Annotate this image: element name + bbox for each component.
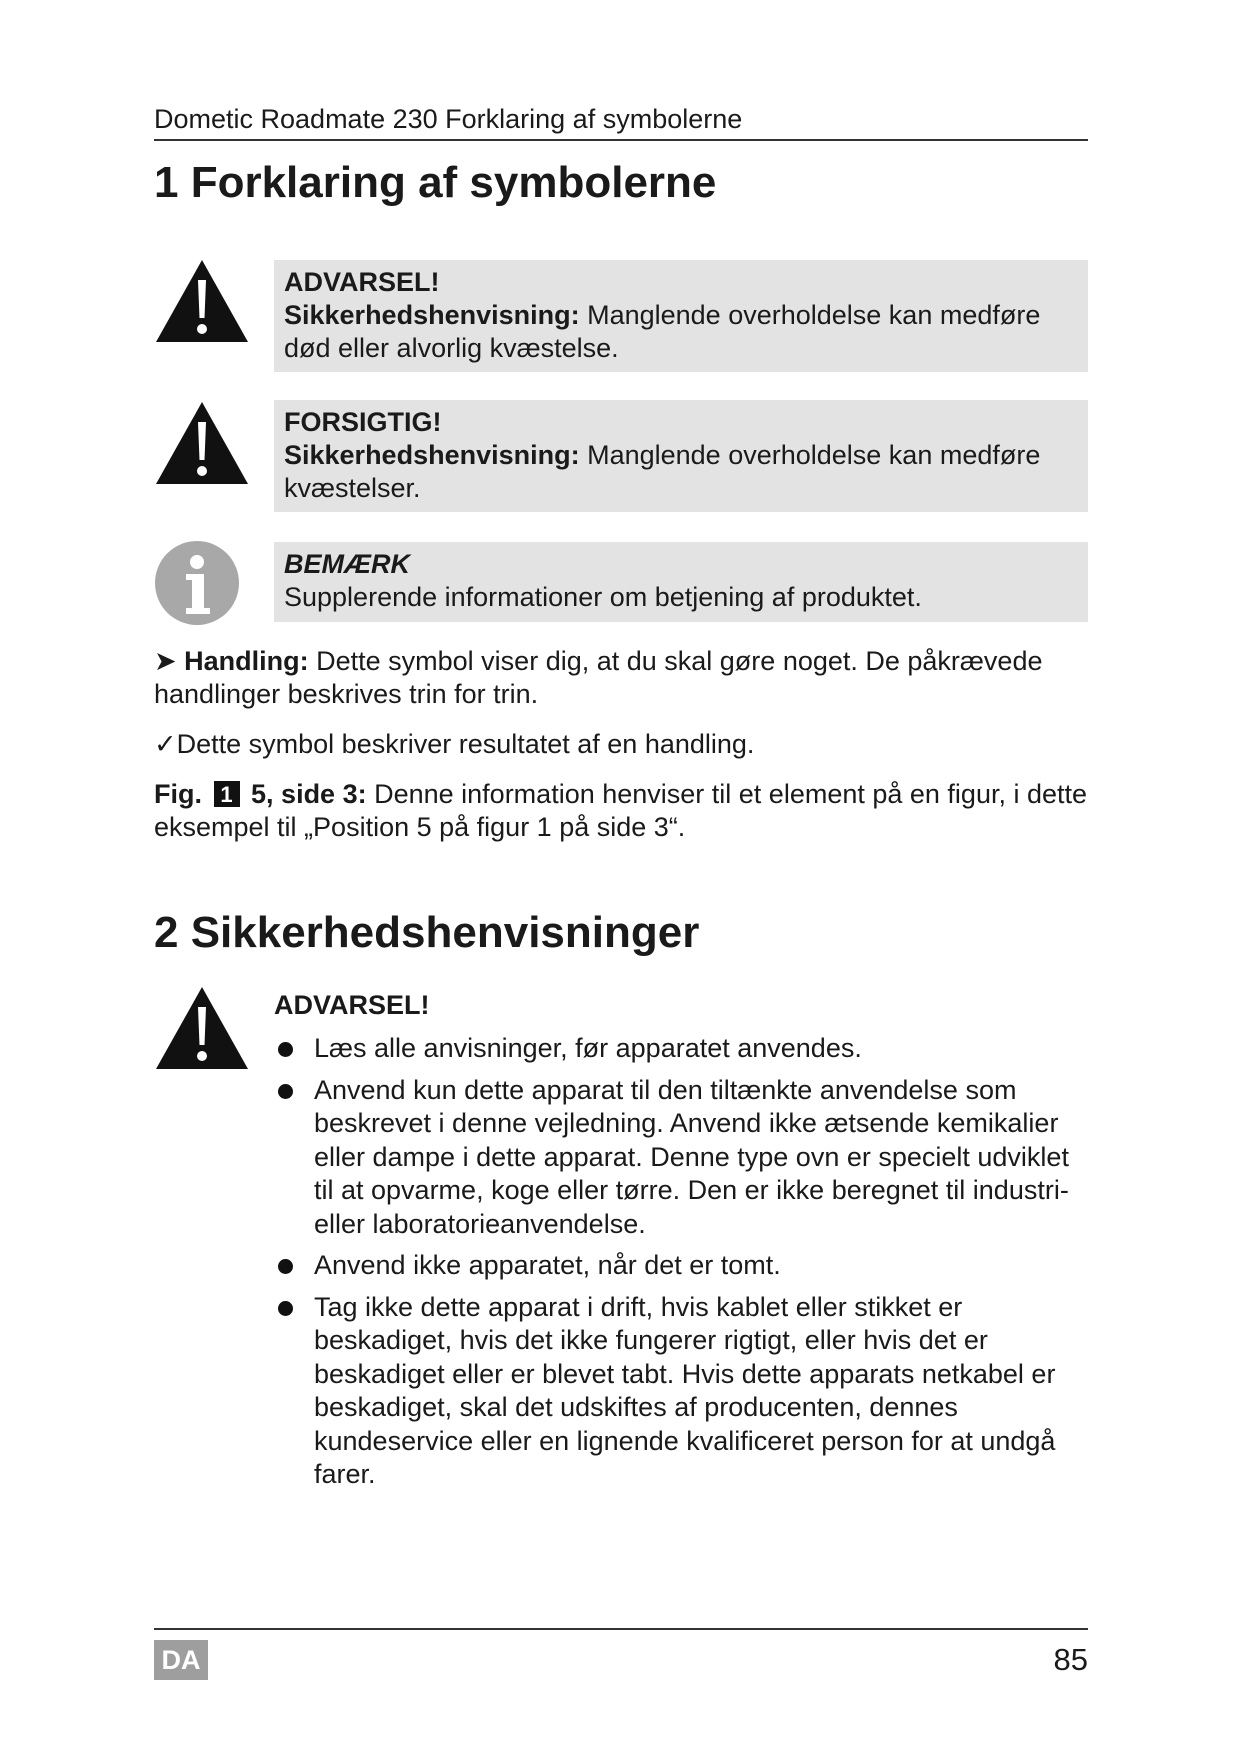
- section-2-heading: 2 Sikkerhedshenvisninger: [154, 908, 700, 957]
- list-item: Læs alle anvisninger, før apparatet anvendes.: [274, 1032, 1088, 1066]
- figure-reference-paragraph: [154, 778, 1088, 844]
- action-lead: Handling:: [184, 646, 309, 676]
- fig-lead: Fig.: [154, 779, 202, 809]
- list-item: Tag ikke dette apparat i drift, hvis kablet eller stikket er beskadiget, hvis det ikke fungerer rigtigt, eller hvis det er beskadiget eller er blevet tabt. Hvis dette apparats netkabel er beskadiget, skal det udskiftes af producenten, dennes kundeservice eller en lignende kvalificeret person for at undgå farer.: [274, 1291, 1088, 1492]
- notice-body: Manglende overholdelse kan medføre kvæstelser.: [284, 440, 1041, 503]
- notice-body: Supplerende informationer om betjening af produktet.: [284, 582, 922, 612]
- result-text: Dette symbol beskriver resultatet af en handling.: [176, 729, 755, 759]
- action-paragraph: [154, 645, 1088, 711]
- action-text: Dette symbol viser dig, at du skal gøre noget. De påkrævede handlinger beskrives trin for trin.: [154, 646, 1043, 709]
- figure-number-badge: 1: [214, 781, 240, 807]
- warning-title: ADVARSEL!: [274, 990, 430, 1020]
- footer-divider: [154, 1628, 1088, 1630]
- notice-text: [284, 439, 1078, 505]
- language-badge: DA: [154, 1640, 208, 1680]
- list-item: Anvend kun dette apparat til den tiltænkte anvendelse som beskrevet i denne vejledning. Anvend ikke ætsende kemikalier eller dampe i dette apparat. Denne type ovn er specielt udviklet til at opvarme, koge eller tørre. Den er ikke beregnet til industri- eller laboratorieanvendelse.: [274, 1074, 1088, 1242]
- warning-notice-box: [274, 260, 1088, 372]
- warning-triangle-icon: [154, 400, 250, 486]
- section-1-heading: 1 Forklaring af symbolerne: [154, 158, 717, 207]
- running-header: Dometic Roadmate 230 Forklaring af symbolerne: [154, 104, 743, 134]
- notice-title: BEMÆRK: [284, 549, 410, 579]
- safety-bullet-list: [274, 1032, 1088, 1500]
- warning-triangle-icon: [154, 258, 250, 344]
- notice-title: FORSIGTIG!: [284, 407, 442, 437]
- page-number: 85: [1053, 1642, 1088, 1677]
- caution-notice-box: [274, 400, 1088, 512]
- note-notice-box: [274, 542, 1088, 622]
- notice-lead: Sikkerhedshenvisning:: [284, 300, 580, 330]
- checkmark-icon: ✓: [154, 729, 177, 759]
- fig-position: 5, side 3:: [251, 779, 367, 809]
- notice-title: ADVARSEL!: [284, 267, 440, 297]
- notice-body: Manglende overholdelse kan medføre død eller alvorlig kvæstelse.: [284, 300, 1041, 363]
- notice-text: [284, 299, 1078, 365]
- warning-triangle-icon: [154, 985, 250, 1071]
- list-item: Anvend ikke apparatet, når det er tomt.: [274, 1249, 1088, 1283]
- notice-lead: Sikkerhedshenvisning:: [284, 440, 580, 470]
- fig-text: Denne information henviser til et element på en figur, i dette eksempel til „Position 5 på figur 1 på side 3“.: [154, 779, 1088, 842]
- info-icon: [154, 540, 240, 626]
- action-arrow-icon: ➤: [154, 646, 177, 676]
- result-paragraph: [154, 728, 1088, 761]
- header-divider: [154, 139, 1088, 141]
